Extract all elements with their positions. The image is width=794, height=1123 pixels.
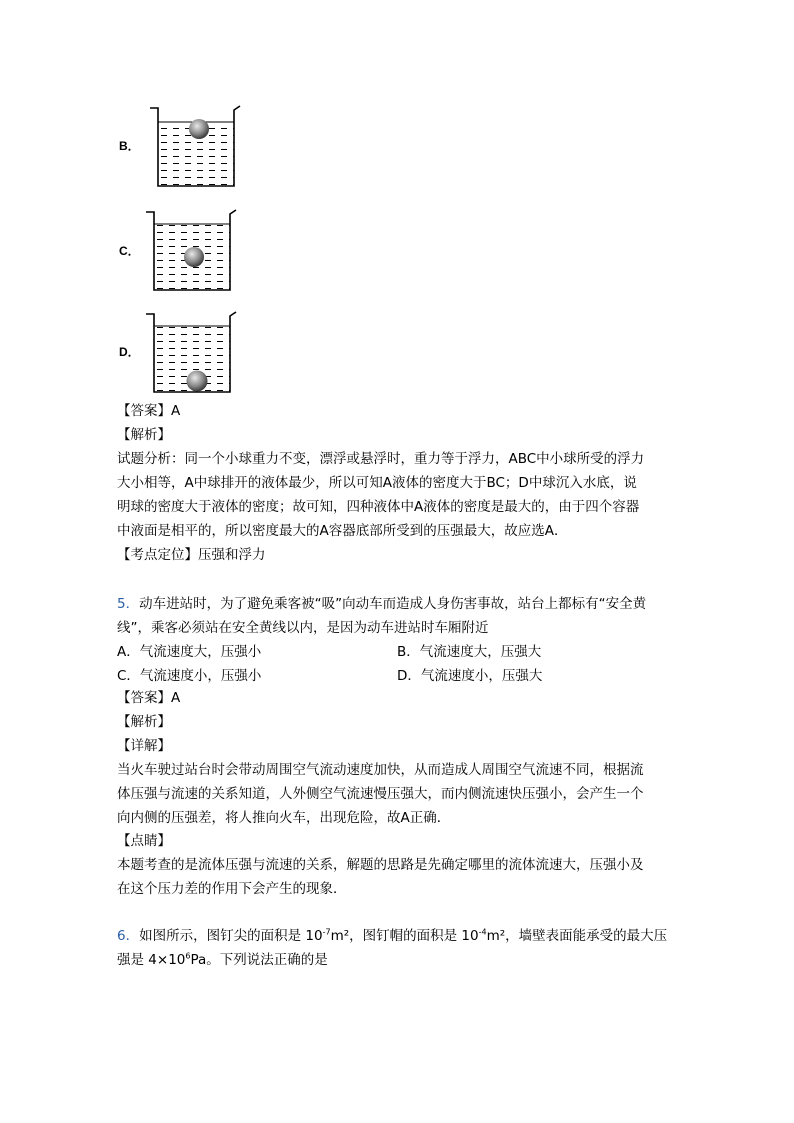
q6-text-d: 强是 4×10 bbox=[117, 952, 186, 968]
q6-text-e: Pa。下列说法正确的是 bbox=[190, 952, 328, 968]
q5-choice-c: C．气流速度小，压强小 bbox=[117, 668, 262, 684]
beaker-b-figure bbox=[148, 104, 244, 190]
q5-detail-line: 体压强与流速的关系知道，人外侧空气流速慢压强大，而内侧流速快压强小，会产生一个 bbox=[117, 786, 644, 802]
q5-comment-line: 在这个压力差的作用下会产生的现象． bbox=[117, 881, 347, 897]
q4-analysis-line: 中液面是相平的，所以密度最大的A容器底部所受到的压强最大，故应选A． bbox=[117, 523, 568, 539]
q5-comment-line: 本题考查的是流体压强与流速的关系，解题的思路是先确定哪里的流体流速大，压强小及 bbox=[117, 857, 644, 873]
q6-text-a: 如图所示，图钉尖的面积是 10 bbox=[139, 928, 323, 944]
q5-choice-a: A．气流速度大，压强小 bbox=[117, 644, 262, 660]
q5-stem-line: 线”，乘客必须站在安全黄线以内，是因为动车进站时车厢附近 bbox=[117, 620, 489, 636]
q5-detail-heading: 【详解】 bbox=[117, 738, 171, 754]
q5-answer: 【答案】A bbox=[117, 690, 181, 706]
q4-analysis-line: 试题分析：同一个小球重力不变，漂浮或悬浮时，重力等于浮力，ABC中小球所受的浮力 bbox=[117, 451, 645, 467]
q6-stem-line bbox=[117, 948, 328, 972]
q4-answer: 【答案】A bbox=[117, 403, 181, 419]
q6-text-c: m²，墙壁表面能承受的最大压 bbox=[486, 928, 668, 944]
q5-choice-b: B．气流速度大，压强大 bbox=[397, 644, 542, 660]
q4-analysis-line: 大小相等，A中球排开的液体最少，所以可知A液体的密度大于BC；D中球沉入水底，说 bbox=[117, 475, 637, 491]
q4-knowledge-point: 【考点定位】压强和浮力 bbox=[117, 547, 266, 563]
option-d-label: D． bbox=[119, 345, 140, 359]
beaker-c-figure bbox=[144, 208, 240, 294]
q5-detail-line: 向内侧的压强差，将人推向火车，出现危险，故A正确． bbox=[117, 810, 451, 826]
option-b-label: B． bbox=[119, 139, 140, 153]
q5-comment-heading: 【点睛】 bbox=[117, 833, 171, 849]
beaker-d-figure bbox=[144, 310, 240, 396]
q5-analysis-heading: 【解析】 bbox=[117, 714, 171, 730]
q5-stem-text: 动车进站时，为了避免乘客被“吸”向动车而造成人身伤害事故，站台上都标有“安全黄 bbox=[139, 596, 647, 612]
q4-analysis-line: 明球的密度大于液体的密度；故可知，四种液体中A液体的密度是最大的，由于四个容器 bbox=[117, 499, 640, 515]
q6-exponent: -4 bbox=[478, 927, 487, 937]
option-c-label: C． bbox=[119, 244, 140, 258]
q5-choice-d: D．气流速度小，压强大 bbox=[397, 668, 543, 684]
q6-exponent: 6 bbox=[185, 951, 191, 961]
q6-exponent: -7 bbox=[322, 927, 331, 937]
q4-analysis-heading: 【解析】 bbox=[117, 427, 171, 443]
q6-text-b: m²，图钉帽的面积是 10 bbox=[330, 928, 479, 944]
q5-number: 5． bbox=[117, 596, 140, 612]
q6-stem-line bbox=[117, 924, 667, 948]
q6-number: 6． bbox=[117, 928, 140, 944]
q5-stem-line bbox=[117, 592, 646, 616]
q5-detail-line: 当火车驶过站台时会带动周围空气流动速度加快，从而造成人周围空气流速不同，根据流 bbox=[117, 762, 644, 778]
